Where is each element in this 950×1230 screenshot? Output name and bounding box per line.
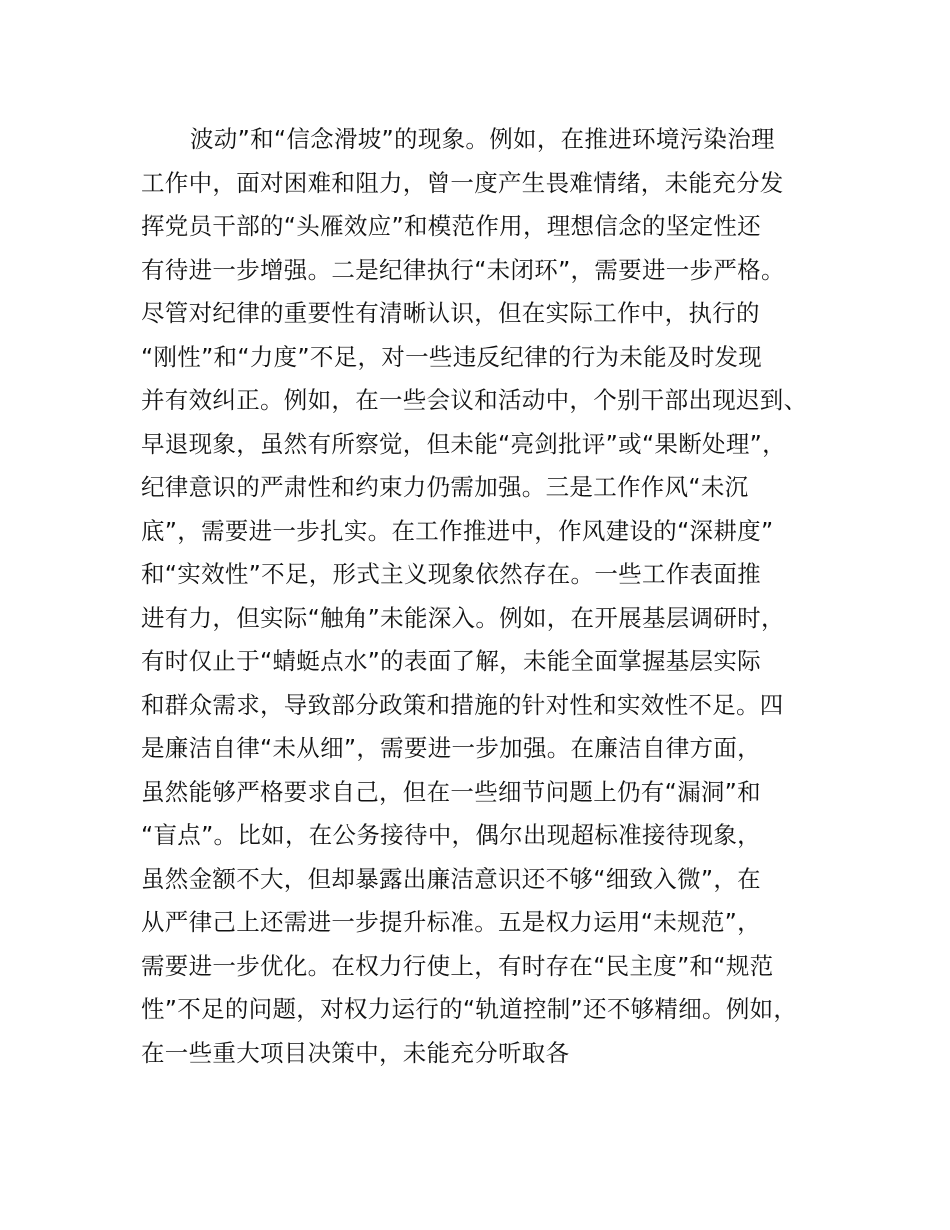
body-text xyxy=(141,118,841,1075)
text-line: 并有效纠正。例如，在一些会议和活动中，个别干部出现迟到、 xyxy=(141,386,808,414)
text-line: 底”，需要进一步扎实。在工作推进中，作风建设的“深耕度” xyxy=(141,516,774,545)
text-line: 挥党员干部的“头雁效应”和模范作用，理想信念的坚定性还 xyxy=(141,212,761,240)
text-line: 和“实效性”不足，形式主义现象依然存在。一些工作表面推 xyxy=(141,560,761,588)
text-line: 从严律己上还需进一步提升标准。五是权力运用“未规范”， xyxy=(141,908,761,936)
text-line: 纪律意识的严肃性和约束力仍需加强。三是工作作风“未沉 xyxy=(141,473,749,501)
text-line: “刚性”和“力度”不足，对一些违反纪律的行为未能及时发现 xyxy=(141,342,763,371)
text-line: 波动”和“信念滑坡”的现象。例如，在推进环境污染治理 xyxy=(190,125,775,153)
text-line: 需要进一步优化。在权力行使上，有时存在“民主度”和“规范 xyxy=(141,951,774,980)
text-line: 有时仅止于“蜻蜓点水”的表面了解，未能全面掌握基层实际 xyxy=(141,647,761,675)
text-line: 虽然金额不大，但却暴露出廉洁意识还不够“细致入微”，在 xyxy=(141,864,761,893)
text-line: 性”不足的问题，对权力运行的“轨道控制”还不够精细。例如， xyxy=(141,995,798,1023)
text-line: 早退现象，虽然有所察觉，但未能“亮剑批评”或“果断处理”， xyxy=(141,429,786,458)
text-line: 是廉洁自律“未从细”，需要进一步加强。在廉洁自律方面， xyxy=(141,734,761,762)
text-line: 进有力，但实际“触角”未能深入。例如，在开展基层调研时， xyxy=(141,603,785,632)
text-line: 在一些重大项目决策中，未能充分听取各 xyxy=(141,1038,570,1067)
text-line: 工作中，面对困难和阻力，曾一度产生畏难情绪，未能充分发 xyxy=(141,168,784,197)
text-line: 虽然能够严格要求自己，但在一些细节问题上仍有“漏洞”和 xyxy=(141,777,761,806)
text-line: 有待进一步增强。二是纪律执行“未闭环”，需要进一步严格。 xyxy=(141,255,785,284)
text-line: 和群众需求，导致部分政策和措施的针对性和实效性不足。四 xyxy=(141,690,784,719)
text-line: “盲点”。比如，在公务接待中，偶尔出现超标准接待现象， xyxy=(141,821,761,849)
text-line: 尽管对纪律的重要性有清晰认识，但在实际工作中，执行的 xyxy=(141,299,760,327)
